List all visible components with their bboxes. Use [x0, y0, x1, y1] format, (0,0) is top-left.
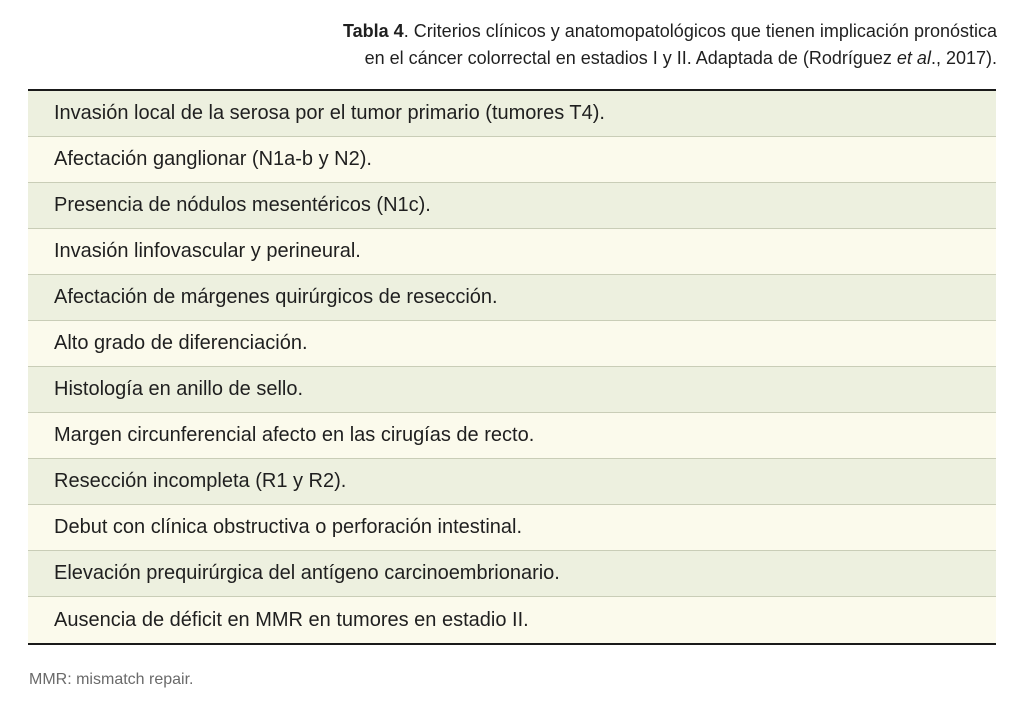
table-row [28, 413, 996, 459]
caption-text-3: ., 2017). [930, 48, 997, 68]
table-row [28, 229, 996, 275]
row-text: Margen circunferencial afecto en las cirugías de recto. [54, 424, 535, 446]
criteria-table [28, 89, 996, 645]
table-row [28, 183, 996, 229]
table-footnote: MMR: mismatch repair. [29, 671, 194, 688]
row-text: Afectación ganglionar (N1a-b y N2). [54, 148, 372, 170]
row-text: Afectación de márgenes quirúrgicos de resección. [54, 286, 498, 308]
table-row [28, 459, 996, 505]
caption-italic: et al [896, 48, 931, 68]
row-text: Alto grado de diferenciación. [54, 332, 308, 354]
table-row [28, 597, 996, 643]
row-text: Elevación prequirúrgica del antígeno carcinoembrionario. [54, 562, 560, 584]
row-text: Invasión local de la serosa por el tumor primario (tumores T4). [54, 102, 605, 124]
table-row [28, 505, 996, 551]
caption-text-2: en el cáncer colorrectal en estadios I y II. Adaptada de (Rodríguez [364, 48, 897, 68]
table-row [28, 91, 996, 137]
table-row [28, 367, 996, 413]
table-row [28, 551, 996, 597]
row-text: Debut con clínica obstructiva o perforación intestinal. [54, 516, 523, 538]
caption-text-1: . Criterios clínicos y anatomopatológicos que tienen implicación pronóstica [403, 21, 997, 41]
row-text: Ausencia de déficit en MMR en tumores en estadio II. [54, 608, 529, 631]
row-text: Invasión linfovascular y perineural. [54, 240, 361, 262]
table-row [28, 275, 996, 321]
table-row [28, 321, 996, 367]
table-row [28, 137, 996, 183]
row-text: Resección incompleta (R1 y R2). [54, 470, 347, 492]
row-text: Presencia de nódulos mesentéricos (N1c). [54, 194, 431, 216]
table-caption [237, 18, 997, 72]
row-text: Histología en anillo de sello. [54, 378, 304, 400]
caption-label: Tabla 4 [342, 21, 404, 41]
